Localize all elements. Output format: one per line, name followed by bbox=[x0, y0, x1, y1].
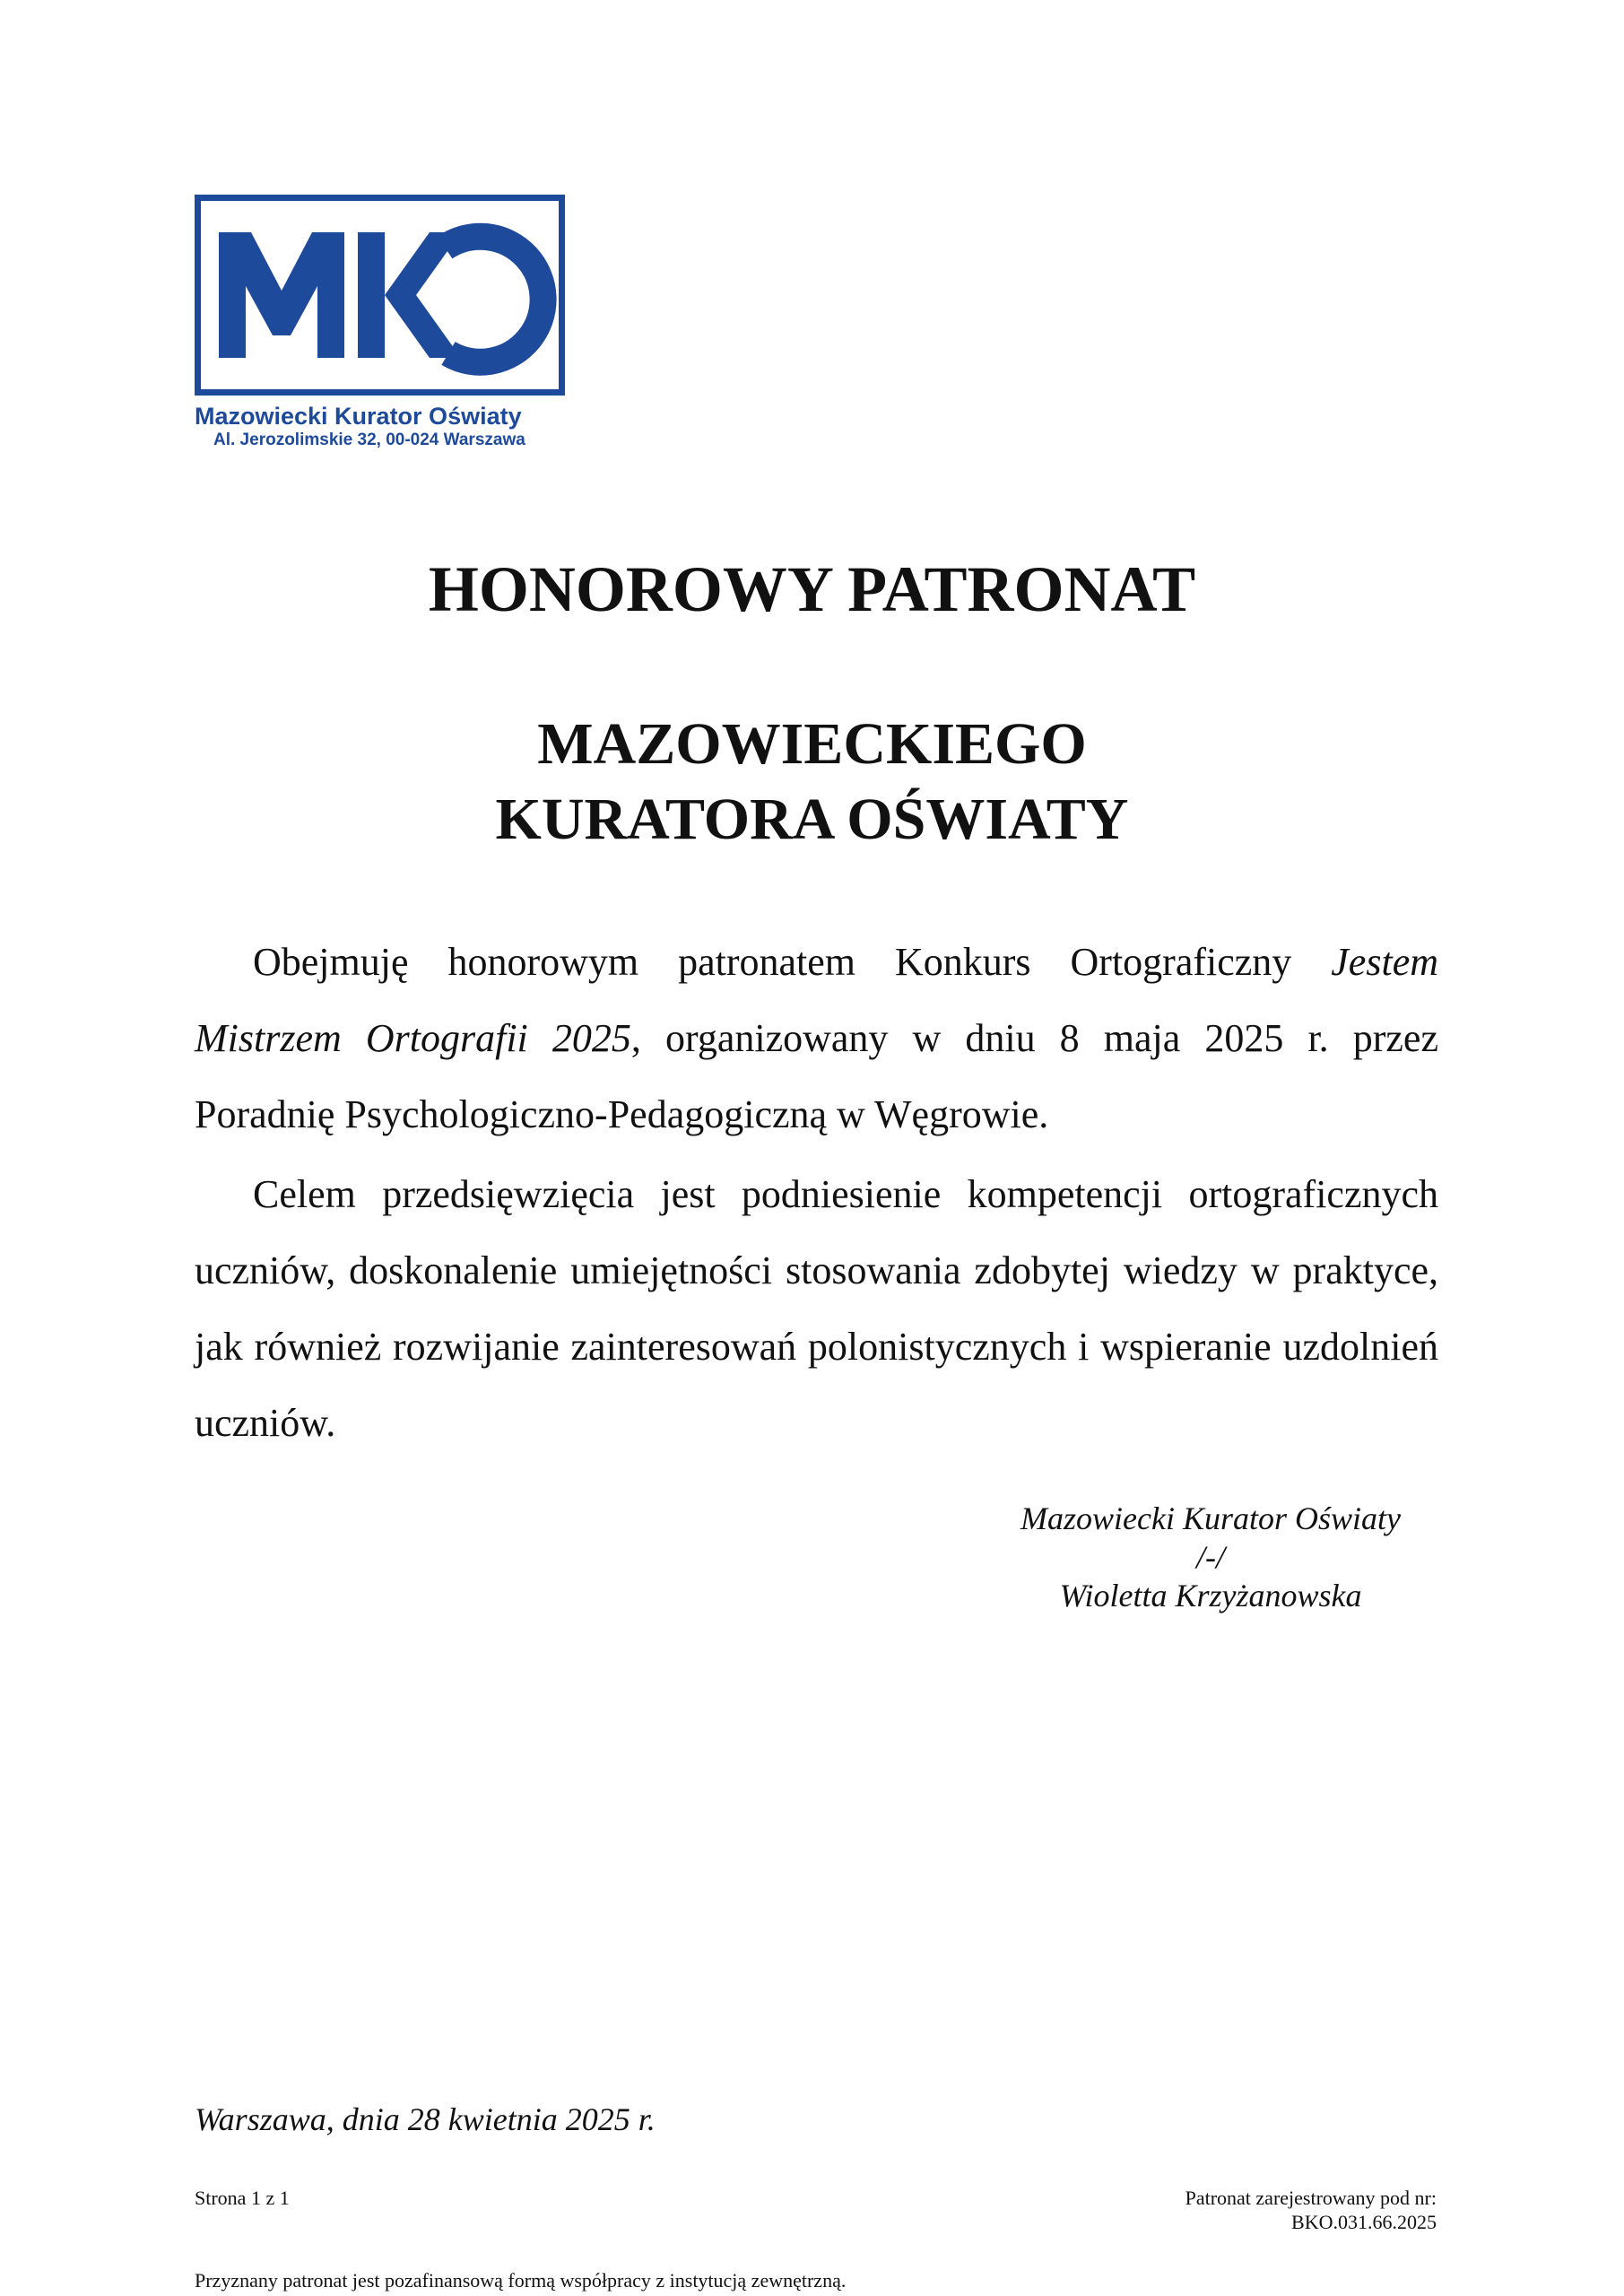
subtitle-line-2: KURATORA OŚWIATY bbox=[495, 787, 1129, 852]
para1-text-start: Obejmuję honorowym patronatem Konkurs Ortograficzny bbox=[253, 940, 1332, 984]
page-number: Strona 1 z 1 bbox=[195, 2187, 290, 2209]
document-subtitle bbox=[0, 707, 1624, 857]
body-paragraph-1 bbox=[195, 924, 1438, 1152]
registration-info bbox=[1185, 2186, 1437, 2234]
footer-disclaimer: Przyznany patronat jest pozafinansową formą współpracy z instytucją zewnętrzną. bbox=[195, 2269, 847, 2292]
signature-office: Mazowiecki Kurator Oświaty bbox=[1020, 1500, 1401, 1536]
contest-name: Jestem Mistrzem Ortografii 2025 bbox=[195, 940, 1438, 1060]
signature-name: Wioletta Krzyżanowska bbox=[1059, 1578, 1362, 1613]
subtitle-line-1: MAZOWIECKIEGO bbox=[537, 711, 1087, 777]
body-paragraph-2: Celem przedsięwzięcia jest podniesienie kompetencji ortograficznych uczniów, doskonalenie umiejętności stosowania zdobytej wiedzy w praktyce, jak również rozwijanie zainteresowań polonistycznych i wspieranie uzdolnień uczniów. bbox=[195, 1172, 1438, 1445]
signature-mark: /-/ bbox=[1196, 1539, 1225, 1575]
logo-address: Al. Jerozolimskie 32, 00-024 Warszawa bbox=[213, 430, 525, 449]
logo-name: Mazowiecki Kurator Oświaty bbox=[195, 403, 522, 430]
para1-text-end: , organizowany w dniu 8 maja 2025 r. przez Poradnię Psychologiczno-Pedagogiczną w Węgrowie. bbox=[195, 1016, 1438, 1136]
place-date: Warszawa, dnia 28 kwietnia 2025 r. bbox=[195, 2101, 656, 2137]
signature-block bbox=[924, 1500, 1498, 1615]
registration-number: BKO.031.66.2025 bbox=[1291, 2211, 1437, 2233]
mko-logo bbox=[195, 195, 571, 450]
mko-logo-graphic bbox=[201, 201, 559, 389]
document-title: HONOROWY PATRONAT bbox=[428, 553, 1196, 625]
mko-logo-mark bbox=[195, 195, 565, 396]
registration-label: Patronat zarejestrowany pod nr: bbox=[1185, 2187, 1437, 2209]
